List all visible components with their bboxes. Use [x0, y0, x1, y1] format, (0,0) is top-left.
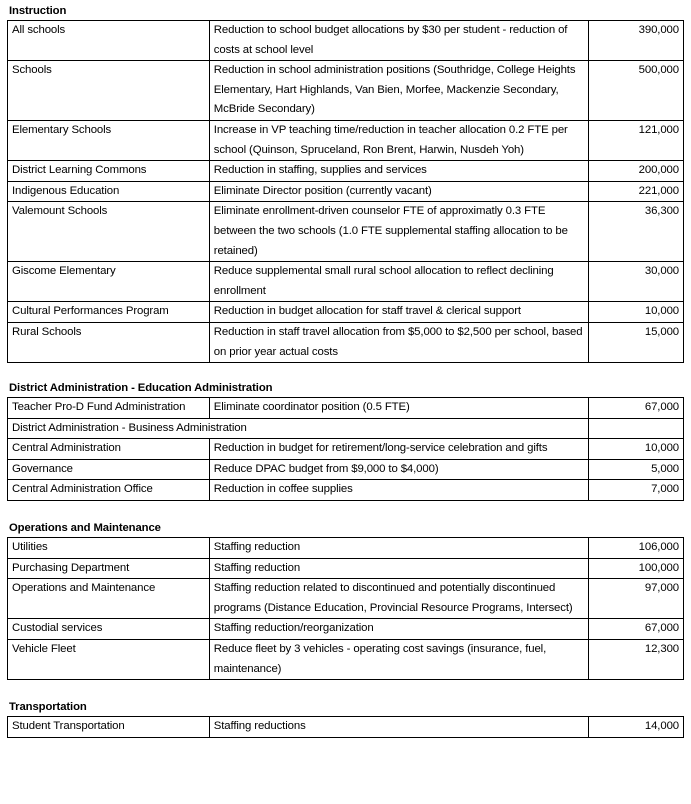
row-amount: [589, 418, 684, 439]
budget-table: [7, 537, 684, 680]
row-area: Schools: [8, 61, 210, 121]
budget-table: [7, 20, 684, 363]
row-area: All schools: [8, 21, 210, 61]
row-description: Eliminate coordinator position (0.5 FTE): [209, 398, 588, 419]
row-amount: 200,000: [589, 161, 684, 182]
row-area: Operations and Maintenance: [8, 579, 210, 619]
row-area: Custodial services: [8, 619, 210, 640]
table-row: [8, 262, 684, 302]
row-amount: 12,300: [589, 640, 684, 680]
section-operations-maintenance: [0, 521, 691, 680]
row-amount: 106,000: [589, 538, 684, 559]
row-description: Reduction in coffee supplies: [209, 480, 588, 501]
row-description: Staffing reduction/reorganization: [209, 619, 588, 640]
table-row: [8, 538, 684, 559]
section-heading: Operations and Maintenance: [9, 522, 161, 535]
section-heading: District Administration - Education Administration: [9, 382, 273, 395]
table-row: [8, 302, 684, 323]
row-description: Reduce fleet by 3 vehicles - operating cost savings (insurance, fuel, maintenance): [209, 640, 588, 680]
table-row: [8, 181, 684, 202]
row-description: Reduce supplemental small rural school allocation to reflect declining enrollment: [209, 262, 588, 302]
row-area: Teacher Pro-D Fund Administration: [8, 398, 210, 419]
row-description: Staffing reductions: [209, 717, 588, 738]
row-description: Increase in VP teaching time/reduction in teacher allocation 0.2 FTE per school (Quinson, Spruceland, Ron Brent, Harwin, Nusdeh Yoh): [209, 120, 588, 160]
row-area: Governance: [8, 459, 210, 480]
table-row: [8, 717, 684, 738]
table-row: [8, 558, 684, 579]
row-area: Utilities: [8, 538, 210, 559]
row-area: Indigenous Education: [8, 181, 210, 202]
row-description: Reduction in staff travel allocation from $5,000 to $2,500 per school, based on prior year actual costs: [209, 322, 588, 362]
row-area: District Learning Commons: [8, 161, 210, 182]
table-row: [8, 61, 684, 121]
row-amount: 390,000: [589, 21, 684, 61]
table-row: [8, 579, 684, 619]
section-district-administration: [0, 381, 691, 501]
row-description: Reduction in budget allocation for staff travel & clerical support: [209, 302, 588, 323]
section-gap: [0, 680, 691, 700]
table-row: [8, 21, 684, 61]
row-amount: 221,000: [589, 181, 684, 202]
row-amount: 67,000: [589, 619, 684, 640]
table-row: [8, 619, 684, 640]
section-heading: Transportation: [9, 701, 87, 714]
row-description: Reduction in budget for retirement/long-service celebration and gifts: [209, 439, 588, 460]
table-row: [8, 640, 684, 680]
row-description: Reduction in staffing, supplies and services: [209, 161, 588, 182]
row-amount: 121,000: [589, 120, 684, 160]
section-heading: Instruction: [9, 5, 67, 17]
row-area: Purchasing Department: [8, 558, 210, 579]
row-description: Staffing reduction: [209, 558, 588, 579]
table-row: [8, 480, 684, 501]
section-instruction: [0, 4, 691, 363]
row-area: Valemount Schools: [8, 202, 210, 262]
section-transportation: [0, 700, 691, 738]
row-amount: 7,000: [589, 480, 684, 501]
row-area: Cultural Performances Program: [8, 302, 210, 323]
row-amount: 100,000: [589, 558, 684, 579]
row-area: Vehicle Fleet: [8, 640, 210, 680]
row-amount: 5,000: [589, 459, 684, 480]
row-description: Reduce DPAC budget from $9,000 to $4,000): [209, 459, 588, 480]
row-area: Elementary Schools: [8, 120, 210, 160]
table-row: [8, 439, 684, 460]
section-gap: [0, 363, 691, 381]
row-description: Staffing reduction: [209, 538, 588, 559]
row-description: Eliminate enrollment-driven counselor FTE of approximatly 0.3 FTE between the two schools (1.0 FTE supplemental staffing allocation to be retained): [209, 202, 588, 262]
row-area: Central Administration Office: [8, 480, 210, 501]
table-row: [8, 322, 684, 362]
budget-table: [7, 716, 684, 738]
row-amount: 14,000: [589, 717, 684, 738]
row-amount: 15,000: [589, 322, 684, 362]
row-description: Eliminate Director position (currently vacant): [209, 181, 588, 202]
row-amount: 36,300: [589, 202, 684, 262]
row-amount: 10,000: [589, 302, 684, 323]
row-amount: 67,000: [589, 398, 684, 419]
row-area: Central Administration: [8, 439, 210, 460]
table-row: [8, 120, 684, 160]
row-description: Reduction in school administration positions (Southridge, College Heights Elementary, Hart Highlands, Van Bien, Morfee, Mackenzie Secondary, McBride Secondary): [209, 61, 588, 121]
row-description: Staffing reduction related to discontinued and potentially discontinued programs (Distance Education, Provincial Resource Programs, Intersect): [209, 579, 588, 619]
budget-table: [7, 397, 684, 501]
row-description: Reduction to school budget allocations by $30 per student - reduction of costs at school level: [209, 21, 588, 61]
row-subheading-label: District Administration - Business Administration: [8, 418, 589, 439]
row-area: Rural Schools: [8, 322, 210, 362]
row-area: Student Transportation: [8, 717, 210, 738]
row-amount: 97,000: [589, 579, 684, 619]
table-row: [8, 459, 684, 480]
row-amount: 30,000: [589, 262, 684, 302]
table-row: [8, 398, 684, 419]
table-row-subheading: [8, 418, 684, 439]
table-row: [8, 161, 684, 182]
row-amount: 10,000: [589, 439, 684, 460]
row-amount: 500,000: [589, 61, 684, 121]
table-row: [8, 202, 684, 262]
row-area: Giscome Elementary: [8, 262, 210, 302]
section-gap: [0, 501, 691, 521]
